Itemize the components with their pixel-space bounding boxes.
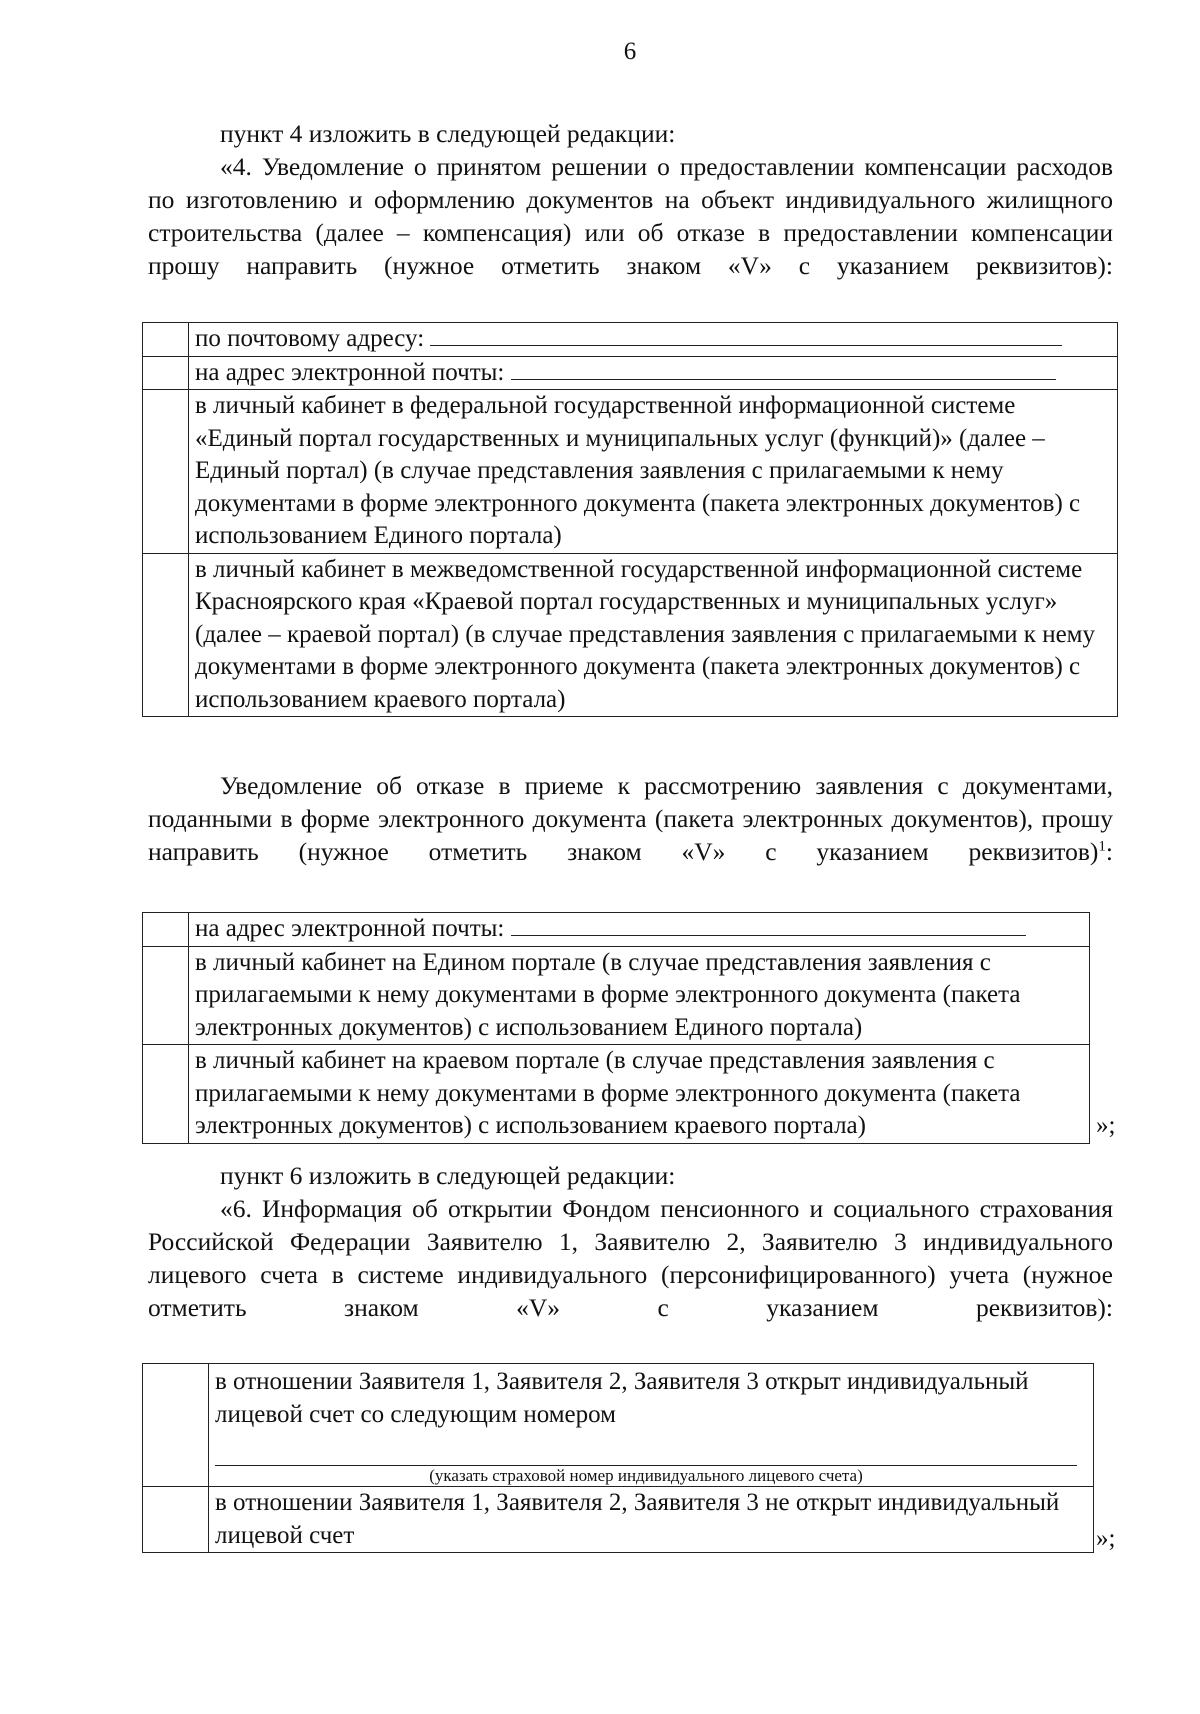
checkbox-cell[interactable] (143, 1045, 189, 1143)
section1-table (142, 322, 1118, 717)
section3-paragraph: «6. Информация об открытии Фондом пенсионного и социального страхования Российской Федерации Заявителю 1, Заявителю 2, Заявителю 3 индивидуального лицевого счета в системе индивидуального (персонифицированного) учета (нужное отметить знаком «V» с указанием реквизитов): (148, 1194, 1113, 1322)
account-number-field[interactable] (215, 1431, 1077, 1466)
table-cell (189, 357, 1117, 390)
section3-intro: пункт 6 изложить в следующей редакции: (220, 1161, 676, 1190)
table-row (143, 1044, 1089, 1143)
page-number: 6 (623, 38, 637, 65)
account-not-open-option: в отношении Заявителя 1, Заявителя 2, Заявителя 3 не открыт индивидуальный лицевой счет (215, 1489, 1060, 1549)
checkbox-cell[interactable] (143, 390, 189, 553)
checkbox-cell[interactable] (143, 947, 189, 1045)
account-number-hint: (указать страховой номер индивидуального лицевого счета) (429, 1466, 863, 1485)
checkbox-cell[interactable] (143, 1364, 209, 1486)
table-cell (209, 1364, 1093, 1486)
regional-portal-option: в личный кабинет в межведомственной государственной информационной системе Красноярского края «Краевой портал государственных и муниципальных услуг» (далее – краевой портал) (в случае представления заявления с прилагаемыми к нему документами в форме электронного документа (пакета электронных документов) с использованием краевого портала) (195, 555, 1095, 713)
account-open-option: в отношении Заявителя 1, Заявителя 2, Заявителя 3 открыт индивидуальный лицевой счет со следующим номером (215, 1368, 1029, 1428)
section2-paragraph-text: Уведомление об отказе в приеме к рассмотрению заявления с документами, поданными в форме электронного документа (пакета электронных документов), прошу направить (нужное отметить знаком «V» с указанием реквизитов) (148, 771, 1113, 866)
table-row (143, 1364, 1093, 1486)
email-field[interactable] (511, 357, 1056, 380)
table-row (143, 389, 1117, 553)
section1-paragraph: «4. Уведомление о принятом решении о предоставлении компенсации расходов по изготовлению и оформлению документов на объект индивидуального жилищного строительства (далее – компенсация) или об отказе в предоставлении компенсации прошу направить (нужное отметить знаком «V» с указанием реквизитов): (148, 152, 1113, 280)
section2-paragraph (148, 769, 1113, 868)
closing-quote: »; (1096, 1525, 1116, 1552)
email-field[interactable] (511, 913, 1026, 936)
checkbox-cell[interactable] (143, 554, 189, 717)
section1-intro: пункт 4 изложить в следующей редакции: (220, 119, 676, 148)
checkbox-cell[interactable] (143, 1487, 209, 1552)
closing-quote: »; (1096, 1112, 1116, 1139)
unified-portal-option: в личный кабинет на Едином портале (в случае представления заявления с прилагаемыми к нему документами в форме электронного документа (пакета электронных документов) с использованием Единого портала) (195, 948, 1021, 1041)
email-label: на адрес электронной почты: (195, 358, 505, 386)
postal-address-label: по почтовому адресу: (195, 325, 425, 352)
email-label: на адрес электронной почты: (195, 915, 505, 942)
footnote-ref: 1 (1098, 838, 1106, 855)
table-cell (189, 913, 1089, 946)
regional-portal-option: в личный кабинет на краевом портале (в случае представления заявления с прилагаемыми к нему документами в форме электронного документа (пакета электронных документов) с использованием краевого портала) (195, 1047, 1021, 1139)
checkbox-cell[interactable] (143, 913, 189, 946)
section2-table (142, 912, 1090, 1144)
table-row (143, 323, 1117, 356)
table-row (143, 913, 1089, 946)
unified-portal-option: в личный кабинет в федеральной государственной информационной системе «Единый портал государственных и муниципальных услуг (функций)» (далее – Единый портал) (в случае представления заявления с прилагаемыми к нему документами в форме электронного документа (пакета электронных документов) с использованием Единого портала) (195, 392, 1081, 549)
checkbox-cell[interactable] (143, 357, 189, 390)
postal-address-field[interactable] (430, 323, 1062, 346)
table-row (143, 356, 1117, 390)
table-cell (189, 323, 1117, 356)
table-row (143, 946, 1089, 1045)
checkbox-cell[interactable] (143, 323, 189, 356)
section3-table (142, 1363, 1094, 1553)
table-row (143, 553, 1117, 717)
section2-paragraph-end: : (1105, 837, 1113, 866)
table-row (143, 1486, 1093, 1552)
